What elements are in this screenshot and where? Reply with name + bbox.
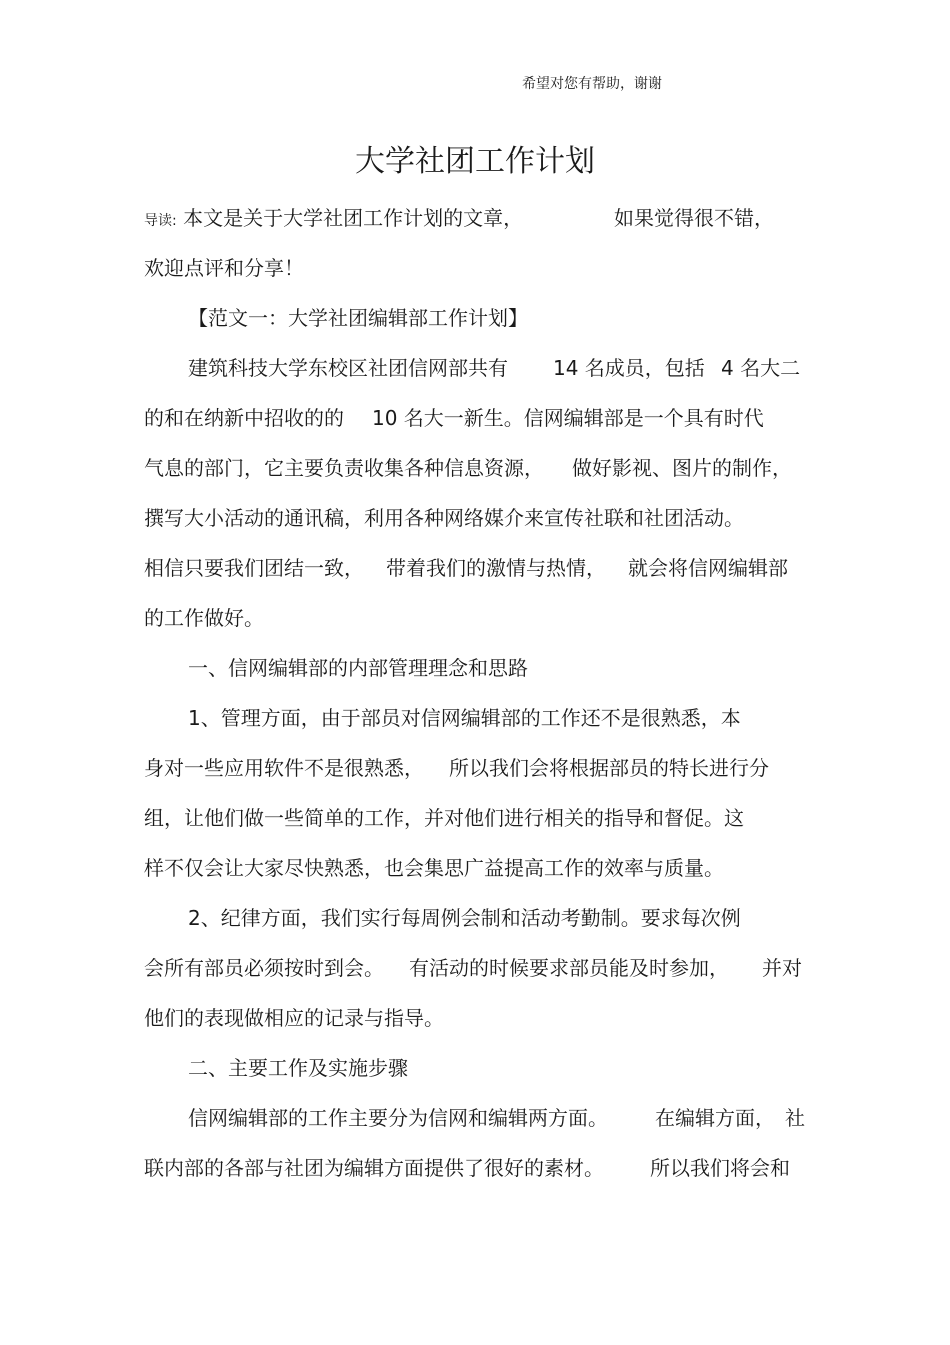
p1-line-3a: 气息的部门，它主要负责收集各种信息资源，	[144, 456, 544, 480]
p4-line-2a: 联内部的各部与社团为编辑方面提供了很好的素材。	[144, 1156, 604, 1180]
document-title: 大学社团工作计划	[355, 144, 595, 179]
p1-line-1c: 4 名大二	[721, 356, 801, 380]
p1-line-5b: 带着我们的激情与热情，	[386, 556, 606, 580]
p2-line-2a: 身对一些应用软件不是很熟悉，	[144, 756, 424, 780]
p4-line-2b: 所以我们将会和	[650, 1156, 790, 1180]
heading-2: 二、主要工作及实施步骤	[188, 1056, 408, 1080]
p1-line-4: 撰写大小活动的通讯稿，利用各种网络媒介来宣传社联和社团活动。	[144, 506, 744, 530]
p3-line-3: 他们的表现做相应的记录与指导。	[144, 1006, 444, 1030]
p1-line-2b: 10 名大一新生。信网编辑部是一个具有时代	[372, 406, 764, 430]
intro-line-2: 欢迎点评和分享！	[144, 256, 304, 280]
p1-line-3b: 做好影视、图片的制作，	[572, 456, 792, 480]
p1-line-2a: 的和在纳新中招收的的	[144, 406, 344, 430]
p3-line-1: 2、纪律方面，我们实行每周例会制和活动考勤制。要求每次例	[188, 906, 741, 930]
p3-line-2c: 并对	[762, 956, 802, 980]
intro-text: 本文是关于大学社团工作计划的文章，	[183, 206, 524, 230]
p2-line-4: 样不仅会让大家尽快熟悉，也会集思广益提高工作的效率与质量。	[144, 856, 724, 880]
intro-line-1	[144, 203, 523, 236]
header-note: 希望对您有帮助，谢谢	[522, 76, 662, 92]
intro-line-1-tail: 如果觉得很不错，	[614, 206, 774, 230]
p1-line-5a: 相信只要我们团结一致，	[144, 556, 364, 580]
p3-line-2b: 有活动的时候要求部员能及时参加，	[409, 956, 729, 980]
p1-line-5c: 就会将信网编辑部	[628, 556, 788, 580]
intro-label: 导读:	[144, 213, 177, 229]
p4-line-1b: 在编辑方面，	[655, 1106, 775, 1130]
p1-line-6: 的工作做好。	[144, 606, 264, 630]
p1-line-1b: 14 名成员，包括	[553, 356, 705, 380]
heading-1: 一、信网编辑部的内部管理理念和思路	[188, 656, 528, 680]
p2-line-2b: 所以我们会将根据部员的特长进行分	[449, 756, 769, 780]
p2-line-3: 组，让他们做一些简单的工作，并对他们进行相关的指导和督促。这	[144, 806, 744, 830]
section-heading: 【范文一：大学社团编辑部工作计划】	[188, 306, 528, 330]
p4-line-1a: 信网编辑部的工作主要分为信网和编辑两方面。	[188, 1106, 608, 1130]
p2-line-1: 1、管理方面，由于部员对信网编辑部的工作还不是很熟悉，本	[188, 706, 741, 730]
p3-line-2a: 会所有部员必须按时到会。	[144, 956, 384, 980]
p4-line-1c: 社	[785, 1106, 805, 1130]
p1-line-1a: 建筑科技大学东校区社团信网部共有	[188, 356, 508, 380]
